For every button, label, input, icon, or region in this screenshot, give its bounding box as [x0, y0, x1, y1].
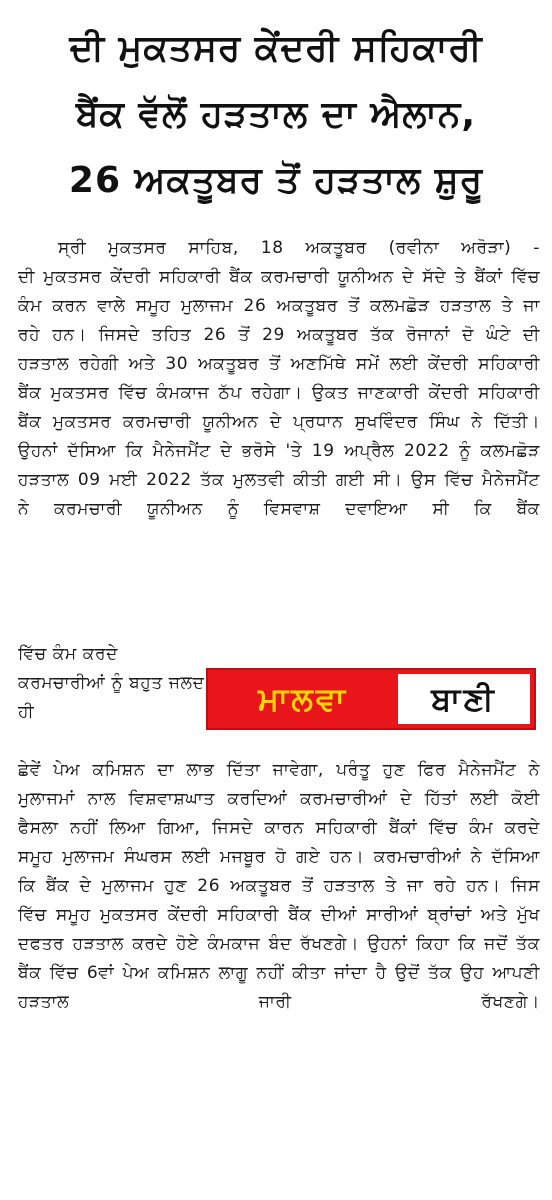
article-wrap-text: ਵਿੱਚ ਕੰਮ ਕਰਦੇ ਕਰਮਚਾਰੀਆਂ ਨੂੰ ਬਹੁਤ ਜਲਦ ਹੀ: [18, 644, 205, 722]
logo-right-text: ਬਾਣੀ: [398, 674, 530, 724]
article-paragraph-1: [18, 234, 540, 640]
article-text-1: ਦੀ ਮੁਕਤਸਰ ਕੇਂਦਰੀ ਸਹਿਕਾਰੀ ਬੈਂਕ ਕਰਮਚਾਰੀ ਯੂਨੀਅਨ ਦੇ ਸੱਦੇ ਤੇ ਬੈਂਕਾਂ ਵਿੱਚ ਕੰਮ ਕਰਨ ਵਾਲੇ ਸਮੂਹ ਮੁਲਾਜਮ 26 ਅਕਤੂਬਰ ਤੋਂ ਕਲਮਛੋੜ ਹੜਤਾਲ ਤੇ ਜਾ ਰਹੇ ਹਨ। ਜਿਸਦੇ ਤਹਿਤ 26 ਤੋਂ 29 ਅਕਤੂਬਰ ਤੱਕ ਰੋਜਾਨਾਂ ਦੋ ਘੰਟੇ ਦੀ ਹੜਤਾਲ ਰਹੇਗੀ ਅਤੇ 30 ਅਕਤੂਬਰ ਤੋਂ ਅਣਮਿੱਥੇ ਸਮੇਂ ਲਈ ਕੇਂਦਰੀ ਸਹਿਕਾਰੀ ਬੈਂਕ ਮੁਕਤਸਰ ਵਿੱਚ ਕੰਮਕਾਜ ਠੱਪ ਰਹੇਗਾ। ਉਕਤ ਜਾਣਕਾਰੀ ਕੇਂਦਰੀ ਸਹਿਕਾਰੀ ਬੈਂਕ ਮੁਕਤਸਰ ਕਰਮਚਾਰੀ ਯੂਨੀਅਨ ਦੇ ਪ੍ਰਧਾਨ ਸੁਖਵਿੰਦਰ ਸਿੰਘ ਨੇ ਦਿੱਤੀ। ਉਹਨਾਂ ਦੱਸਿਆ ਕਿ ਮੈਨੇਜਮੈਂਟ ਦੇ ਭਰੋਸੇ 'ਤੇ 19 ਅਪ੍ਰੈਲ 2022 ਨੂੰ ਕਲਮਛੋੜ ਹੜਤਾਲ 09 ਮਈ 2022 ਤੱਕ ਮੁਲਤਵੀ ਕੀਤੀ ਗਈ ਸੀ। ਉਸ ਵਿੱਚ ਮੈਨੇਜਮੈਂਟ ਨੇ ਕਰਮਚਾਰੀ ਯੂਨੀਅਨ ਨੂੰ ਵਿਸਵਾਸ਼ ਦਵਾਇਆ ਸੀ ਕਿ ਬੈਂਕ: [18, 267, 540, 519]
headline-line-3: 26 ਅਕਤੂਬਰ ਤੋਂ ਹੜਤਾਲ ਸ਼ੁਰੂ: [68, 160, 484, 201]
headline-line-1: ਦੀ ਮੁਕਤਸਰ ਕੇਂਦਰੀ ਸਹਿਕਾਰੀ: [69, 28, 483, 69]
article-paragraph-2: [18, 756, 540, 1164]
dateline: ਸ੍ਰੀ ਮੁਕਤਸਰ ਸਾਹਿਬ, 18 ਅਕਤੂਬਰ (ਰਵੀਨਾ ਅਰੋੜਾ) -: [58, 238, 540, 258]
malwa-bani-logo: [206, 668, 536, 730]
article-text-2: ਛੇਵੇਂ ਪੇਅ ਕਮਿਸ਼ਨ ਦਾ ਲਾਭ ਦਿੱਤਾ ਜਾਵੇਗਾ, ਪਰੰਤੂ ਹੁਣ ਫਿਰ ਮੈਨੇਜਮੈਂਟ ਨੇ ਮੁਲਾਜਮਾਂ ਨਾਲ ਵਿਸ਼ਵਾਸ਼ਘਾਤ ਕਰਦਿਆਂ ਕਰਮਚਾਰੀਆਂ ਦੇ ਹਿੱਤਾਂ ਲਈ ਕੋਈ ਫੈਸਲਾ ਨਹੀਂ ਲਿਆ ਗਿਆ, ਜਿਸਦੇ ਕਾਰਨ ਸਹਿਕਾਰੀ ਬੈਂਕਾਂ ਵਿੱਚ ਕੰਮ ਕਰਦੇ ਸਮੂਹ ਮੁਲਾਜਮ ਸੰਘਰਸ ਲਈ ਮਜਬੂਰ ਹੋ ਗਏ ਹਨ। ਕਰਮਚਾਰੀਆਂ ਨੇ ਦੱਸਿਆ ਕਿ ਬੈਂਕ ਦੇ ਮੁਲਾਜਮ ਹੁਣ 26 ਅਕਤੂਬਰ ਤੋਂ ਹੜਤਾਲ ਤੇ ਜਾ ਰਹੇ ਹਨ। ਜਿਸ ਵਿੱਚ ਸਮੂਹ ਮੁਕਤਸਰ ਕੇਂਦਰੀ ਸਹਿਕਾਰੀ ਬੈਂਕ ਦੀਆਂ ਸਾਰੀਆਂ ਬ੍ਰਾਂਚਾਂ ਅਤੇ ਮੁੱਖ ਦਫਤਰ ਹੜਤਾਲ ਕਰਦੇ ਹੋਏ ਕੰਮਕਾਜ ਬੰਦ ਰੱਖਣਗੇ। ਉਹਨਾਂ ਕਿਹਾ ਕਿ ਜਦੋਂ ਤੱਕ ਬੈਂਕ ਵਿੱਚ 6ਵਾਂ ਪੇਅ ਕਮਿਸ਼ਨ ਲਾਗੂ ਨਹੀਂ ਕੀਤਾ ਜਾਂਦਾ ਹੈ ਉਦੋਂ ਤੱਕ ਉਹ ਆਪਣੀ ਹੜਤਾਲ ਜਾਰੀ ਰੱਖਣਗੇ।: [18, 760, 540, 1012]
headline-line-2: ਬੈਂਕ ਵੱਲੋਂ ਹੜਤਾਲ ਦਾ ਐਲਾਨ,: [75, 94, 477, 135]
logo-left-text: ਮਾਲਵਾ: [257, 679, 349, 718]
